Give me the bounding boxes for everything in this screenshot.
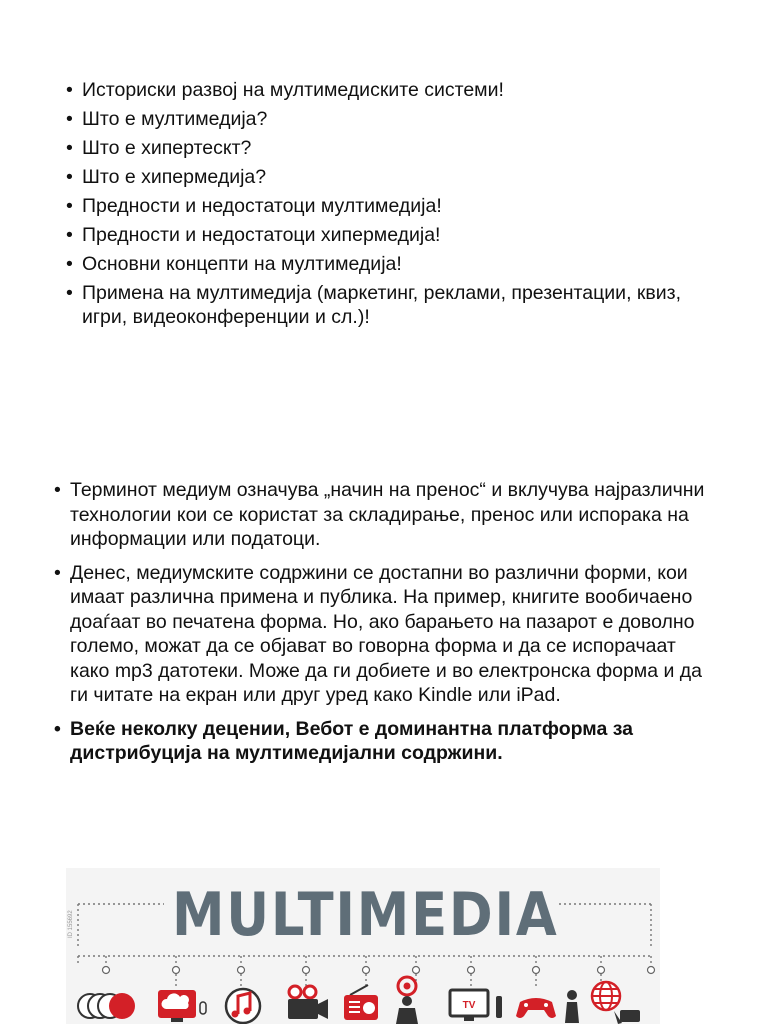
video-camera-icon — [288, 986, 328, 1019]
topic-item: • Што е хипертескт? — [66, 136, 726, 160]
paragraph-item-bold: • Веќе неколку децении, Вебот е доминантна платформа за дистрибуција на мултимедијални содржини. — [54, 717, 714, 766]
topic-item: • Примена на мултимедија (маркетинг, реклами, презентации, квиз, игри, видеоконференции и сл.)! — [66, 281, 726, 329]
paragraph-list — [54, 478, 714, 775]
globe-icon — [592, 982, 640, 1024]
cloud-icon — [158, 990, 206, 1022]
topic-item: • Што е хипермедија? — [66, 165, 726, 189]
multimedia-title: MULTIMEDIA — [172, 880, 559, 950]
gamepad-icon — [516, 990, 579, 1023]
paragraph-item: • Денес, медиумските содржини се достапни во различни форми, кои имаат различна примена и публика. На пример, книгите вообичаено доаѓаат во печатена форма. Но, ако барањето на пазарот е доволно големо, можат да се објават во говорна форма и да се испорачаат како mp3 датотеки. Може да ги добиете и во електронска форма и да ги читате на екран или друг уред како Kindle или iPad. — [54, 561, 714, 708]
radio-icon — [344, 985, 378, 1020]
topic-item: • Историски развој на мултимедиските системи! — [66, 78, 726, 102]
tv-icon — [450, 990, 502, 1021]
topic-item: • Предности и недостатоци хипермедија! — [66, 223, 726, 247]
image-id-text: ID 155692 — [68, 910, 74, 938]
music-icon — [226, 989, 260, 1023]
icon-row — [66, 868, 660, 1024]
tv-label: TV — [462, 1000, 476, 1011]
topic-item: • Предности и недостатоци мултимедија! — [66, 194, 726, 218]
circles-icon — [78, 993, 135, 1019]
at-person-icon — [396, 977, 418, 1024]
topic-item: • Што е мултимедија? — [66, 107, 726, 131]
topics-list — [66, 78, 726, 334]
paragraph-item: • Терминот медиум означува „начин на пренос“ и вклучува најразлични технологии кои се користат за складирање, пренос или испорака на информации или податоци. — [54, 478, 714, 552]
multimedia-illustration — [66, 868, 660, 1024]
topic-item: • Основни концепти на мултимедија! — [66, 252, 726, 276]
